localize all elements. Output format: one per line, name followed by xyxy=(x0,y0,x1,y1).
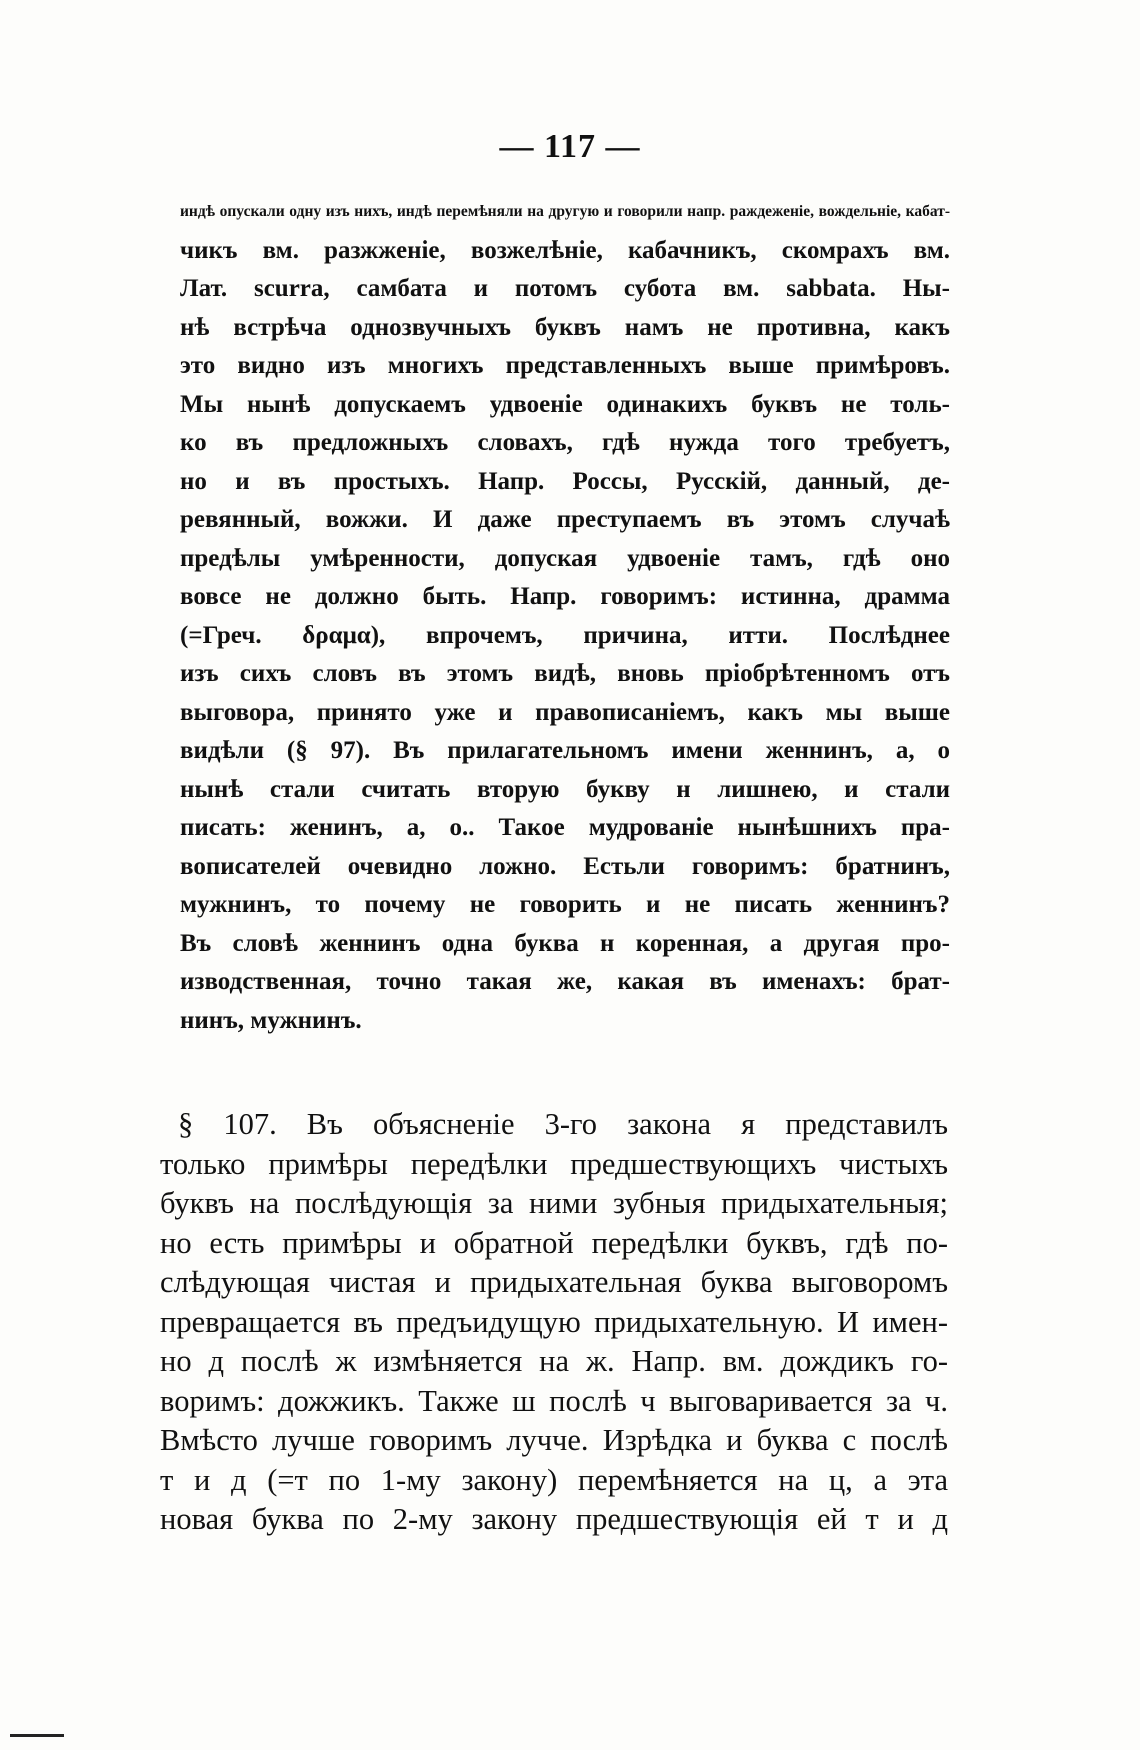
text-line: мужнинъ, то почему не говорить и не писать женнинъ? xyxy=(180,891,950,918)
text-line: чикъ вм. разжженіе, возжелѣніе, кабачникъ, скомрахъ вм. xyxy=(180,236,950,264)
text-line: Въ словѣ женнинъ одна буква н коренная, а другая про- xyxy=(180,929,950,957)
text-line: вописателей очевидно ложно. Естьли говоримъ: братнинъ, xyxy=(180,852,950,880)
scan-edge-mark xyxy=(10,1734,64,1737)
text-line: § 107. Въ объясненіе 3-го закона я представилъ xyxy=(178,1107,948,1141)
text-line: (=Греч. δραμα), впрочемъ, причина, итти. Послѣднее xyxy=(180,621,950,649)
text-line: т и д (=т по 1-му закону) перемѣняется на ц, а эта xyxy=(160,1462,948,1497)
text-line: Лат. scurra, самбата и потомъ субота вм. sabbata. Ны- xyxy=(180,275,950,302)
text-line: но и въ простыхъ. Напр. Россы, Русскій, данный, де- xyxy=(180,467,950,495)
text-line: Вмѣсто лучше говоримъ лучче. Изрѣдка и буква с послѣ xyxy=(160,1423,948,1457)
text-line: изъ сихъ словъ въ этомъ видѣ, вновь пріобрѣтенномъ отъ xyxy=(180,660,950,687)
text-line: слѣдующая чистая и придыхательная буква выговоромъ xyxy=(160,1265,948,1299)
page-number: — 117 — xyxy=(499,128,641,165)
text-line: изводственная, точно такая же, какая въ именахъ: брат- xyxy=(180,968,950,995)
text-line: писать: женинъ, а, о.. Такое мудрованіе нынѣшнихъ пра- xyxy=(180,814,950,841)
text-line: но д послѣ ж измѣняется на ж. Напр. вм. дождикъ го- xyxy=(160,1344,948,1378)
text-line: нинъ, мужнинъ. xyxy=(180,1006,362,1034)
text-line: Мы нынѣ допускаемъ удвоеніе одинакихъ буквъ не толь- xyxy=(180,390,950,418)
text-line: ревянный, вожжи. И даже преступаемъ въ этомъ случаѣ xyxy=(180,506,950,533)
text-line: только примѣры передѣлки предшествующихъ чистыхъ xyxy=(160,1146,948,1181)
text-line: превращается въ предъидущую придыхательную. И имен- xyxy=(160,1304,948,1339)
text-line: но есть примѣры и обратной передѣлки буквъ, гдѣ по- xyxy=(160,1225,948,1260)
text-line: это видно изъ многихъ представленныхъ выше примѣровъ. xyxy=(180,352,950,379)
text-line: предѣлы умѣренности, допуская удвоеніе тамъ, гдѣ оно xyxy=(180,544,950,572)
text-line: вовсе не должно быть. Напр. говоримъ: истинна, драмма xyxy=(180,583,950,610)
text-line: буквъ на послѣдующія за ними зубныя придыхательныя; xyxy=(160,1186,948,1220)
paragraph-continued xyxy=(180,193,950,1040)
text-line: индѣ опускали одну изъ нихъ, индѣ перемѣняли на другую и говорили напр. раждеженіе, вождельніе, кабат- xyxy=(180,203,950,220)
section-107 xyxy=(160,1105,948,1540)
text-line: видѣли (§ 97). Въ прилагательномъ имени женнинъ, а, о xyxy=(180,737,950,764)
text-line: новая буква по 2-му закону предшествующія ей т и д xyxy=(160,1502,948,1536)
text-line: выговора, принято уже и правописаніемъ, какъ мы выше xyxy=(180,698,950,726)
text-line: нѣ встрѣча однозвучныхъ буквъ намъ не противна, какъ xyxy=(180,313,950,341)
text-line: ко въ предложныхъ словахъ, гдѣ нужда того требуетъ, xyxy=(180,429,950,456)
text-line: нынѣ стали считать вторую букву н лишнею, и стали xyxy=(180,775,950,803)
text-line: воримъ: дожжикъ. Также ш послѣ ч выговаривается за ч. xyxy=(160,1383,948,1418)
